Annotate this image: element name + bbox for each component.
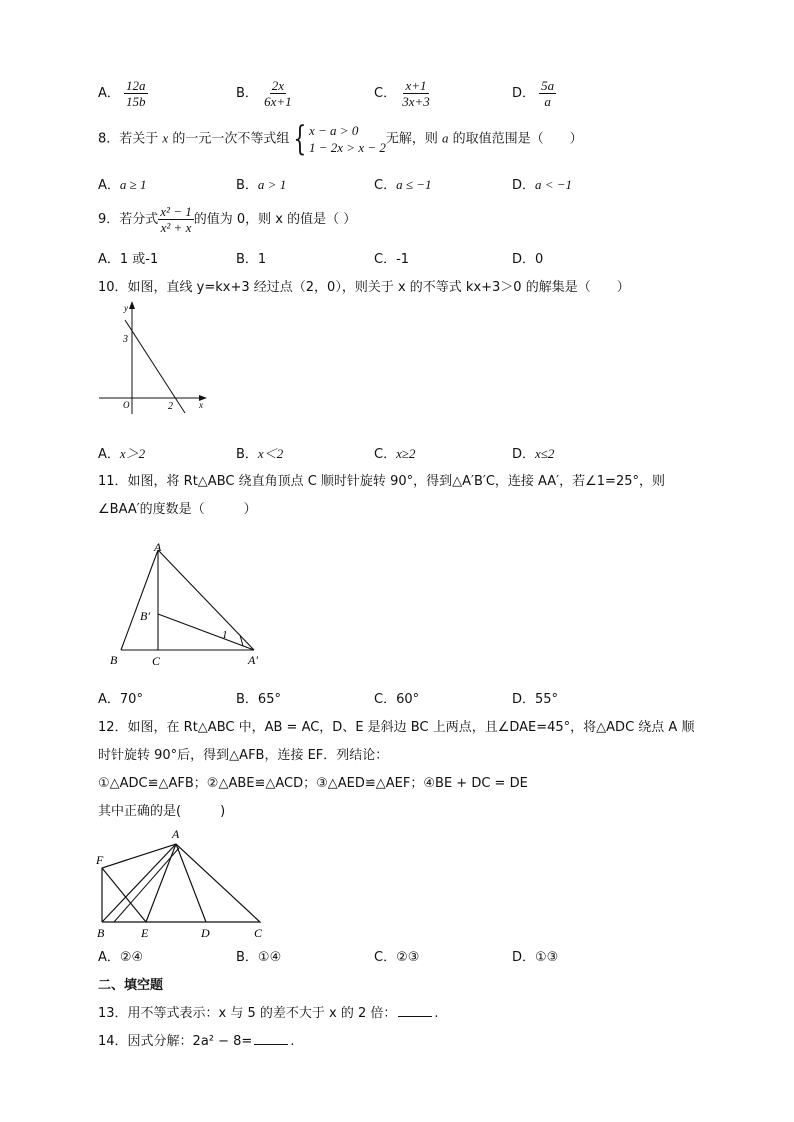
option-label: A．	[98, 252, 120, 267]
y-axis-label: y	[124, 303, 128, 313]
label-C: C	[152, 654, 161, 668]
answer-blank[interactable]	[398, 1016, 432, 1017]
option-label: B．	[236, 692, 258, 707]
option-label: B．	[236, 86, 258, 101]
option-value: ①③	[535, 950, 559, 965]
q8-option-b	[236, 174, 286, 193]
system-line-2: 1 − 2x > x − 2	[309, 140, 386, 155]
q9-option-d	[512, 248, 543, 267]
option-value: 1 或-1	[119, 252, 159, 267]
label-B: B	[97, 926, 105, 940]
q12-stem-line2: 时针旋转 90°后，得到△AFB，连接 EF．列结论：	[98, 748, 389, 763]
numerator: 12a	[126, 78, 146, 93]
x-axis-label: x	[199, 400, 203, 410]
denominator: 3x+3	[402, 94, 430, 109]
label-D: D	[201, 926, 210, 940]
option-label: D．	[512, 86, 536, 101]
q8-mid: 的一元一次不等式组	[172, 131, 290, 147]
segment-AE	[146, 844, 176, 922]
option-value: ②③	[396, 950, 420, 965]
fraction	[124, 78, 148, 109]
option-label: C．	[374, 86, 397, 101]
numerator: 5a	[541, 78, 555, 93]
label-angle-1: 1	[222, 629, 228, 641]
q11-option-b	[236, 688, 281, 707]
fraction	[262, 78, 294, 109]
segment-FE	[102, 868, 146, 922]
option-value: a > 1	[257, 177, 287, 192]
x-intercept-label: 2	[168, 401, 173, 412]
answer-blank[interactable]	[254, 1044, 288, 1045]
option-value: 65°	[257, 692, 281, 707]
brace-icon: {	[293, 119, 307, 159]
q13-stem	[98, 1002, 439, 1021]
q11-stem-line2: ∠BAA′的度数是（ ）	[98, 502, 257, 517]
q8-suffix2: 的取值范围是（ ）	[452, 131, 583, 147]
q14-stem	[98, 1030, 294, 1049]
q12-stem-line3: ①△ADC≌△AFB；②△ABE≌△ACD；③△AED≌△AEF；④BE + DC = DE	[98, 776, 528, 791]
option-label: D．	[512, 252, 536, 267]
option-label: C．	[374, 447, 397, 462]
q11-option-a	[98, 688, 143, 707]
q11-triangle-figure	[104, 538, 274, 670]
option-label: B．	[236, 447, 258, 462]
option-value: x＞2	[119, 446, 146, 461]
label-B-prime: B′	[140, 609, 150, 623]
q10-option-a	[98, 443, 145, 462]
denominator: 6x+1	[264, 94, 292, 109]
label-F: F	[96, 853, 104, 867]
label-C: C	[254, 926, 263, 940]
q8-var2: a	[442, 130, 449, 146]
option-value: 60°	[396, 692, 420, 707]
q7-option-b	[236, 78, 294, 109]
label-B: B	[110, 653, 118, 667]
q9-stem	[98, 204, 356, 235]
option-value: 0	[535, 252, 544, 267]
option-label: A．	[98, 692, 120, 707]
fraction	[539, 78, 556, 109]
option-label: C．	[374, 252, 397, 267]
q10-option-d	[512, 443, 554, 462]
q9-option-a	[98, 248, 158, 267]
option-label: D．	[512, 178, 536, 193]
q7-option-d	[512, 78, 556, 109]
label-E: E	[141, 926, 149, 940]
denominator: 15b	[126, 94, 146, 109]
numerator: 2x	[271, 78, 284, 93]
q11-option-d	[512, 688, 558, 707]
q8-var: x	[162, 130, 169, 146]
q7-option-c	[374, 78, 432, 109]
q9-option-c	[374, 248, 409, 267]
q7-option-a	[98, 78, 148, 109]
option-label: C．	[374, 692, 397, 707]
option-value: 55°	[535, 692, 559, 707]
option-label: A．	[98, 178, 120, 193]
system-line-1: x − a > 0	[309, 123, 359, 138]
option-label: D．	[512, 692, 536, 707]
option-value: 1	[257, 252, 267, 267]
q9-prefix: 9．若分式	[98, 212, 159, 227]
option-label: D．	[512, 950, 536, 965]
origin-label: O	[123, 400, 130, 410]
option-value: a ≥ 1	[119, 177, 147, 192]
option-label: A．	[98, 86, 120, 101]
q8-option-a	[98, 174, 147, 193]
q14-end: .	[290, 1034, 295, 1049]
option-value: x≥2	[396, 446, 416, 461]
q8-suffix1: 无解，则	[385, 131, 438, 147]
section-title: 二、填空题	[98, 978, 164, 993]
q13-end: .	[434, 1006, 439, 1021]
segment-inner	[114, 848, 179, 922]
q12-triangle-figure	[94, 826, 274, 942]
q10-option-b	[236, 443, 283, 462]
denominator: a	[544, 94, 551, 109]
q11-option-c	[374, 688, 419, 707]
fraction	[400, 78, 432, 109]
option-value: ②④	[119, 950, 144, 965]
option-label: B．	[236, 178, 258, 193]
option-label: A．	[98, 950, 120, 965]
option-label: B．	[236, 950, 258, 965]
q12-option-d	[512, 946, 558, 965]
segment-B2A2	[158, 614, 254, 650]
q12-option-a	[98, 946, 143, 965]
q12-option-b	[236, 946, 281, 965]
option-label: C．	[374, 178, 397, 193]
denominator: x² + x	[160, 220, 192, 235]
q10-stem: 10．如图，直线 y=kx+3 经过点（2，0），则关于 x 的不等式 kx+3＞0 的解集是（ ）	[98, 280, 630, 295]
segment-AB	[121, 550, 158, 650]
option-label: C．	[374, 950, 397, 965]
q13-text: 13．用不等式表示：x 与 5 的差不大于 x 的 2 倍：	[98, 1006, 397, 1021]
q12-stem-line4: 其中正确的是( )	[98, 804, 226, 819]
line-kx-plus-3	[125, 320, 185, 413]
q10-option-c	[374, 443, 415, 462]
label-A: A	[172, 827, 180, 841]
option-value: a ≤ −1	[396, 177, 432, 192]
q8-stem	[98, 119, 583, 159]
option-value: 70°	[119, 692, 143, 707]
option-label: D．	[512, 447, 536, 462]
label-A-prime: A′	[248, 653, 258, 667]
q10-line-graph	[95, 298, 210, 416]
q8-option-d	[512, 174, 572, 193]
option-value: ①④	[257, 950, 282, 965]
q8-prefix: 8．若关于	[98, 131, 159, 147]
fraction	[158, 204, 193, 235]
q12-stem-line1: 12．如图，在 Rt△ABC 中，AB = AC，D、E 是斜边 BC 上两点，且∠DAE=45°，将△ADC 绕点 A 顺	[98, 720, 695, 735]
option-value: a < −1	[535, 177, 573, 192]
option-value: -1	[396, 252, 410, 267]
segment-AD	[176, 844, 206, 922]
y-intercept-label: 3	[123, 334, 128, 345]
option-label: A．	[98, 447, 120, 462]
option-value: x≤2	[535, 446, 555, 461]
inequality-system	[289, 119, 386, 159]
numerator: x² − 1	[160, 204, 192, 219]
option-label: B．	[236, 252, 258, 267]
q12-option-c	[374, 946, 419, 965]
q9-suffix: 的值为 0，则 x 的值是（ ）	[193, 212, 357, 227]
option-value: x＜2	[257, 446, 284, 461]
segment-AA2	[158, 550, 254, 650]
q11-stem-line1: 11．如图，将 Rt△ABC 绕直角顶点 C 顺时针旋转 90°，得到△A′B′C，连接 AA′，若∠1=25°，则	[98, 474, 665, 489]
y-axis-arrow-icon	[129, 301, 135, 309]
q8-option-c	[374, 174, 432, 193]
q14-text: 14．因式分解：2a² − 8=	[98, 1034, 253, 1049]
q9-option-b	[236, 248, 266, 267]
label-A: A	[154, 540, 162, 554]
numerator: x+1	[405, 78, 427, 93]
